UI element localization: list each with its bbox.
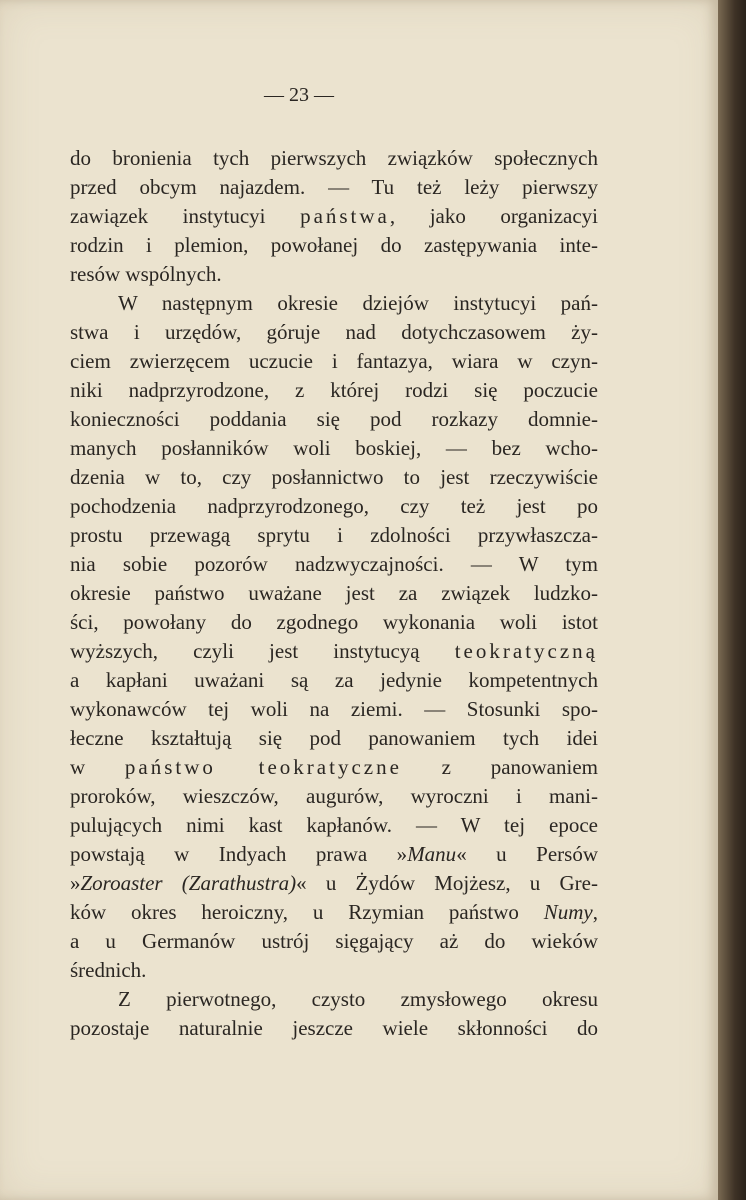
text-line: pochodzenia nadprzyrodzonego, czy też jest po [70,494,598,518]
text-line: stwa i urzędów, góruje nad dotychczasowem ży- [70,320,598,344]
text-line: wykonawców tej woli na ziemi. — Stosunki spo- [70,697,598,721]
text-line: dzenia w to, czy posłannictwo to jest rzeczywiście [70,465,598,489]
text-line: niki nadprzyrodzone, z której rodzi się poczucie [70,378,598,402]
spaced-term: teokratyczną [454,639,598,663]
text-line: a u Germanów ustrój sięgający aż do wieków [70,929,598,953]
text-line: proroków, wieszczów, augurów, wyroczni i mani- [70,784,598,808]
text-line: nia sobie pozorów nadzwyczajności. — W tym [70,552,598,576]
text-line: pulujących nimi kast kapłanów. — W tej epoce [70,813,598,837]
text-line: a kapłani uważani są za jedynie kompetentnych [70,668,598,692]
text-line: w państwo teokratyczne z panowaniem [70,755,598,779]
text-line: wyższych, czyli jest instytucyą teokratyczną [70,639,598,663]
page-number: — 23 — [264,84,334,106]
text-line: konieczności poddania się pod rozkazy domnie- [70,407,598,431]
text-line: resów wspólnych. [70,262,222,286]
text-line: manych posłanników woli boskiej, — bez wcho- [70,436,598,460]
text-line: Z pierwotnego, czysto zmysłowego okresu [118,987,598,1011]
text-line: ści, powołany do zgodnego wykonania woli istot [70,610,598,634]
text-line: rodzin i plemion, powołanej do zastępywania inte- [70,233,598,257]
text-line: okresie państwo uważane jest za związek ludzko- [70,581,598,605]
spaced-term: państwa [300,204,390,228]
text-line: prostu przewagą sprytu i zdolności przywłaszcza- [70,523,598,547]
text-line: do bronienia tych pierwszych związków społecznych [70,146,598,170]
spaced-term: państwo teokratyczne [124,755,402,779]
text-line: zawiązek instytucyi państwa, jako organizacyi [70,204,598,228]
book-page-edge [718,0,746,1200]
italic-term: Zoroaster (Zarathustra) [80,871,297,895]
text-line: W następnym okresie dziejów instytucyi pań- [118,291,598,315]
text-line: ciem zwierzęcem uczucie i fantazya, wiara w czyn- [70,349,598,373]
text-line: przed obcym najazdem. — Tu też leży pierwszy [70,175,598,199]
text-line: »Zoroaster (Zarathustra)« u Żydów Mojżesz, u Gre- [70,871,598,895]
text-line: pozostaje naturalnie jeszcze wiele skłonności do [70,1016,598,1040]
italic-term: Manu [407,842,457,866]
italic-term: Numy [543,900,593,924]
text-line: ków okres heroiczny, u Rzymian państwo Numy, [70,900,598,924]
text-line: powstają w Indyach prawa »Manu« u Persów [70,842,598,866]
text-line: łeczne kształtują się pod panowaniem tych idei [70,726,598,750]
text-line: średnich. [70,958,147,982]
